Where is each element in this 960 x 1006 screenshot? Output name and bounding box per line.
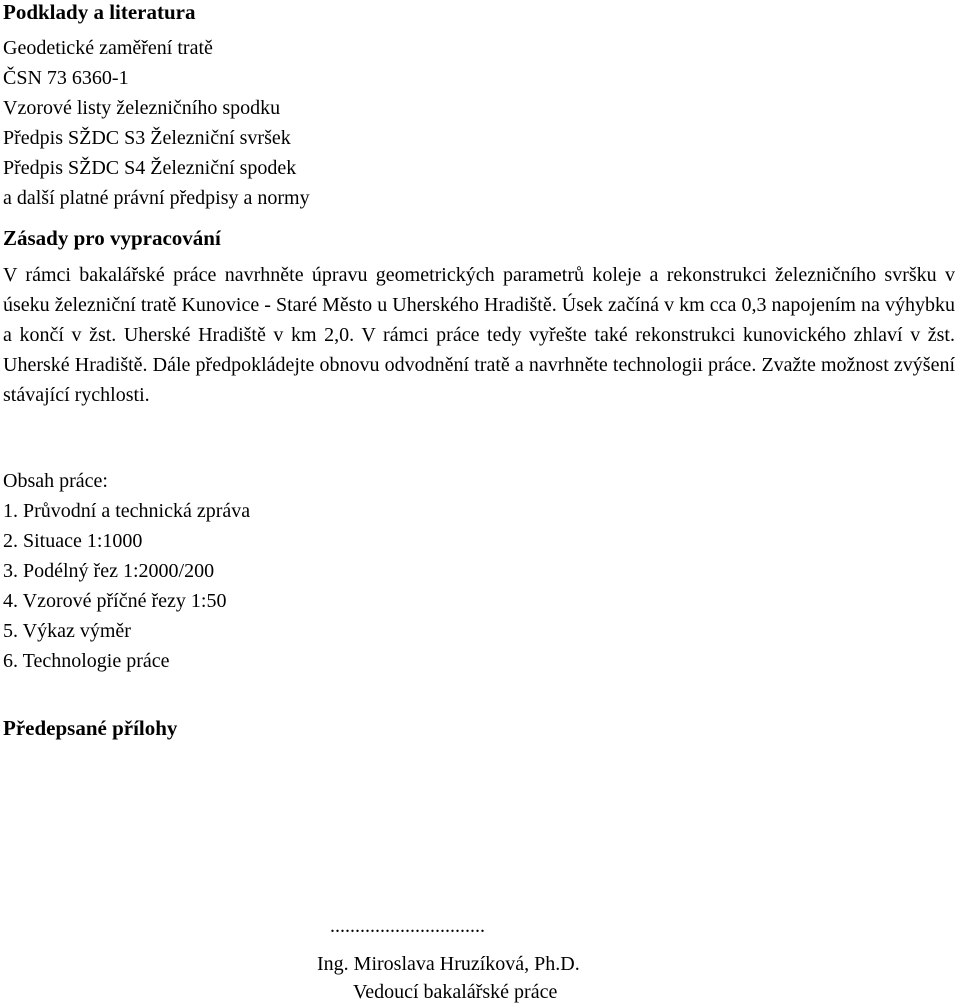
- references-heading: Podklady a literatura: [3, 0, 196, 24]
- principles-paragraph: V rámci bakalářské práce navrhněte úpravu geometrických parametrů koleje a rekonstrukci železničního svršku v úseku železniční tratě Kunovice - Staré Město u Uherského Hradiště. Úsek začíná v km cca 0,3 napojením na výhybku a končí v žst. Uherské Hradiště v km 2,0. V rámci práce tedy vyřešte také rekonstrukci kunovického zhlaví v žst. Uherské Hradiště. Dále předpokládejte obnovu odvodnění tratě a navrhněte technologii práce. Zvažte možnost zvýšení stávající rychlosti.: [3, 264, 955, 406]
- contents-list: [3, 466, 250, 676]
- contents-item: 3. Podélný řez 1:2000/200: [3, 560, 215, 582]
- reference-item: a další platné právní předpisy a normy: [3, 187, 310, 209]
- reference-item: ČSN 73 6360-1: [3, 67, 129, 89]
- references-list: [3, 33, 310, 213]
- contents-item: 5. Výkaz výměr: [3, 620, 131, 642]
- contents-item: 6. Technologie práce: [3, 650, 170, 672]
- signature-line: ...............................: [330, 915, 485, 937]
- attachments-heading: Předepsané přílohy: [3, 716, 178, 740]
- contents-item: 4. Vzorové příčné řezy 1:50: [3, 590, 227, 612]
- contents-item: 1. Průvodní a technická zpráva: [3, 500, 251, 522]
- supervisor-role: Vedoucí bakalářské práce: [353, 981, 558, 1003]
- principles-heading: Zásady pro vypracování: [3, 226, 221, 250]
- contents-label: Obsah práce:: [3, 470, 108, 492]
- contents-item: 2. Situace 1:1000: [3, 530, 143, 552]
- reference-item: Vzorové listy železničního spodku: [3, 97, 281, 119]
- reference-item: Předpis SŽDC S4 Železniční spodek: [3, 157, 297, 179]
- reference-item: Předpis SŽDC S3 Železniční svršek: [3, 127, 291, 149]
- supervisor-name: Ing. Miroslava Hruzíková, Ph.D.: [317, 953, 580, 975]
- reference-item: Geodetické zaměření tratě: [3, 37, 213, 59]
